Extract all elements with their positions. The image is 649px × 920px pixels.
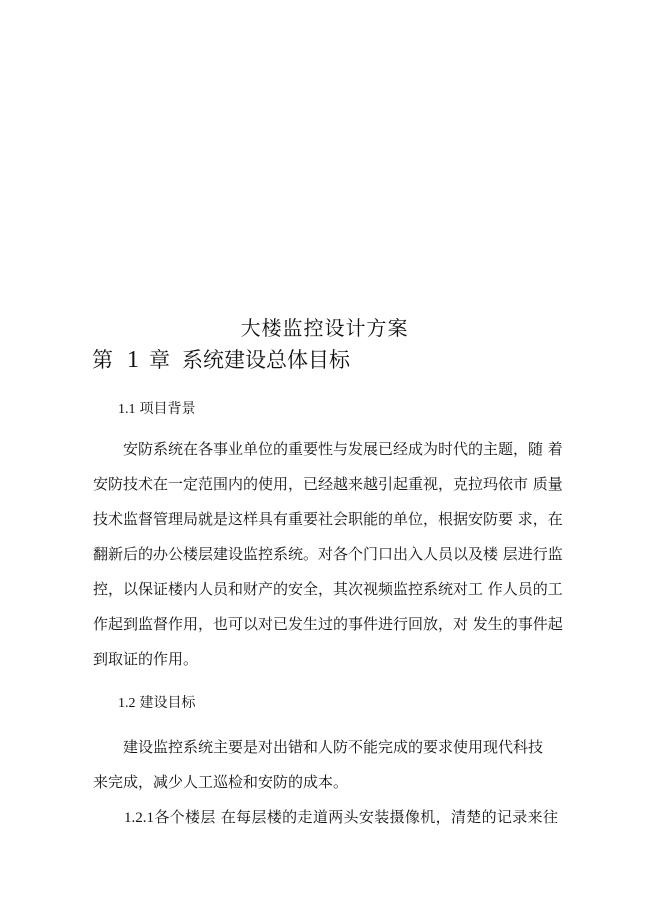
subsection-floors bbox=[124, 806, 558, 827]
paragraph-line: 安防技术在一定范围内的使用，已经越来越引起重视，克拉玛依市 质量 bbox=[93, 475, 563, 493]
paragraph-line: 建设监控系统主要是对出错和人防不能完成的要求使用现代科技 bbox=[123, 738, 544, 756]
paragraph-project-background bbox=[93, 432, 563, 677]
subsection-number: 1.2.1 bbox=[124, 810, 154, 826]
section-number: 1.1 bbox=[118, 402, 136, 417]
paragraph-line: 安防系统在各事业单位的重要性与发展已经成为时代的主题，随 着 bbox=[123, 440, 563, 458]
chapter-word: 章 bbox=[149, 348, 170, 372]
paragraph-line: 来完成，减少人工巡检和安防的成本。 bbox=[93, 773, 349, 791]
section-heading-construction-goal bbox=[118, 692, 196, 712]
chapter-number: 1 bbox=[127, 347, 139, 373]
section-heading-project-background bbox=[118, 398, 196, 418]
paragraph-line: 到取证的作用。 bbox=[93, 650, 199, 668]
subsection-text: 各个楼层 在每层楼的走道两头安装摄像机，清楚的记录来往 bbox=[154, 808, 558, 826]
chapter-heading bbox=[92, 344, 350, 374]
paragraph-line: 控，以保证楼内人员和财产的安全，其次视频监控系统对工 作人员的工 bbox=[93, 580, 563, 598]
document-title: 大楼监控设计方案 bbox=[240, 316, 409, 340]
chapter-title: 系统建设总体目标 bbox=[182, 348, 350, 372]
section-title: 项目背景 bbox=[139, 401, 196, 417]
section-title: 建设目标 bbox=[139, 695, 196, 711]
paragraph-line: 作起到监督作用，也可以对已发生过的事件进行回放，对 发生的事件起 bbox=[93, 615, 563, 633]
paragraph-construction-goal bbox=[93, 730, 543, 800]
chapter-prefix: 第 bbox=[92, 348, 113, 372]
paragraph-line: 技术监督管理局就是这样具有重要社会职能的单位，根据安防要 求，在 bbox=[93, 510, 563, 528]
paragraph-line: 翻新后的办公楼层建设监控系统。对各个门口出入人员以及楼 层进行监 bbox=[93, 545, 563, 563]
section-number: 1.2 bbox=[118, 696, 136, 711]
